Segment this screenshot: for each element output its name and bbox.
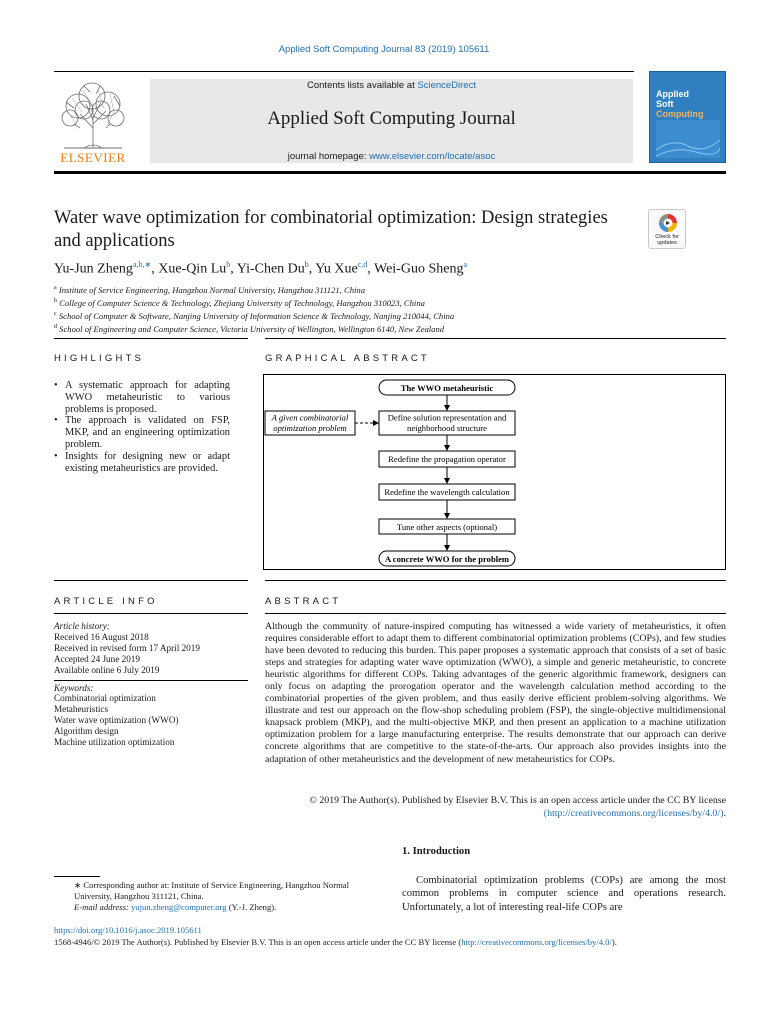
wwo-metaheuristic-label: The WWO metaheuristic bbox=[400, 383, 494, 393]
journal-cover-image[interactable] bbox=[649, 71, 726, 163]
contents-prefix: Contents lists available at bbox=[307, 80, 418, 91]
copyright-line bbox=[54, 937, 754, 947]
email-suffix: (Y.-J. Zheng). bbox=[226, 902, 277, 913]
affiliation-text: College of Computer Science & Technology, Zhejiang University of Technology, Hangzhou 310023, China bbox=[59, 297, 425, 308]
keyword-item[interactable]: Metaheuristics bbox=[54, 704, 109, 715]
keyword-list bbox=[54, 693, 248, 748]
affiliation-item bbox=[54, 309, 726, 322]
article-info-top-rule bbox=[54, 580, 248, 581]
affiliation-text: Institute of Service Engineering, Hangzhou Normal University, Hangzhou 311121, China bbox=[58, 284, 365, 295]
license-link[interactable]: (http://creativecommons.org/licenses/by/4.0/) bbox=[543, 807, 724, 819]
affiliation-text: School of Computer & Software, Nanjing University of Information Science & Technology, Nanjing 210044, China bbox=[58, 310, 455, 321]
affiliation-item bbox=[54, 296, 726, 309]
author-affiliation-marker[interactable]: c,d bbox=[357, 260, 368, 269]
author-separator: , bbox=[308, 261, 316, 277]
highlight-item: • A systematic approach for adapting WWO metaheuristic to various problems is proposed. bbox=[54, 380, 230, 415]
corresponding-author-footnote bbox=[54, 880, 384, 914]
affiliation-marker: b bbox=[54, 297, 57, 304]
journal-homepage-link[interactable]: www.elsevier.com/locate/asoc bbox=[369, 151, 496, 162]
abstract-top-rule bbox=[265, 580, 726, 581]
contents-line bbox=[150, 80, 633, 91]
keyword-item[interactable]: Water wave optimization (WWO) bbox=[54, 715, 179, 726]
author-name[interactable]: Xue-Qin Lu bbox=[158, 261, 227, 277]
cover-title-line2: Soft bbox=[656, 99, 674, 109]
article-info-heading: ARTICLE INFO bbox=[54, 596, 158, 607]
keyword-item[interactable]: Machine utilization optimization bbox=[54, 737, 175, 748]
article-title: Water wave optimization for combinatorial optimization: Design strategies and applications bbox=[54, 208, 608, 251]
homepage-prefix: journal homepage: bbox=[287, 151, 370, 162]
abstract-text: Although the community of nature-inspired computing has witnessed a wide variety of metaheuristics, it often requires considerable effort to adapt them to different combinatorial optimization problems (COPs), and few studies have been devoted to reducing this burden. This paper proposes a systematic approach that consists of a set of basic steps and strategies for adapting water wave optimization (WWO), a simple and generic metaheuristic, to concrete heuristic algorithms for different COPs. Taking advantages of the generic algorithmic framework, designers can only focus on adapting the prorogation operator and the wavelength calculation method according to the combinatorial properties of the given problem, and thus easily derive efficient problem-solving algorithms. We illustrate and test our approach on the flow-shop scheduling problem (FSP), the single-objective multidimensional knapsack problem (MKP), and the multi-objective MKP, and then present an application to a machine utilization optimization problem for a large manufacturing enterprise. The results demonstrate that our approach can derive concrete algorithms that are competitive to the state-of-the-arts. Our approach also provides insights into the adaptation of other metaheuristics and the development of new metaheuristics for COPs. bbox=[265, 621, 726, 765]
sciencedirect-link[interactable]: ScienceDirect bbox=[417, 80, 476, 91]
cover-graphic bbox=[656, 120, 720, 158]
affiliation-marker: d bbox=[54, 323, 57, 330]
license-end: . bbox=[723, 807, 726, 819]
author-name[interactable]: Yu Xue bbox=[315, 261, 358, 277]
footnote-marker: ∗ bbox=[74, 880, 82, 890]
author-name[interactable]: Yu-Jun Zheng bbox=[54, 261, 133, 277]
history-item: Received in revised form 17 April 2019 bbox=[54, 642, 200, 653]
elsevier-wordmark: ELSEVIER bbox=[60, 150, 126, 165]
keyword-item[interactable]: Combinatorial optimization bbox=[54, 693, 156, 704]
cover-title bbox=[656, 89, 724, 119]
highlights-heading: HIGHLIGHTS bbox=[54, 353, 145, 364]
cover-title-line3: Computing bbox=[656, 109, 704, 119]
introduction-text: Combinatorial optimization problems (COPs) are among the most common problems in computer science and operations research. Unfortunately, a lot of interesting real-life COPs are bbox=[402, 875, 726, 913]
author-affiliation-marker[interactable]: a bbox=[463, 260, 468, 269]
input-problem-line2: optimization problem bbox=[273, 423, 347, 433]
copyright-prefix: 1568-4946/© 2019 The Author(s). Published by Elsevier B.V. This is an open access article under the CC BY license ( bbox=[54, 937, 462, 947]
highlight-item: • Insights for designing new or adapt existing metaheuristics are provided. bbox=[54, 451, 230, 475]
header-bottom-rule bbox=[54, 171, 726, 174]
affiliation-item bbox=[54, 283, 726, 296]
article-info bbox=[54, 621, 248, 748]
history-item: Available online 6 July 2019 bbox=[54, 664, 160, 675]
check-for-updates-button[interactable] bbox=[648, 209, 686, 249]
author-affiliation-marker[interactable]: b bbox=[304, 260, 309, 269]
introduction-heading: 1. Introduction bbox=[402, 846, 471, 857]
footnote-rule bbox=[54, 876, 100, 877]
author-separator: , bbox=[367, 261, 374, 277]
workflow-diagram bbox=[264, 375, 725, 569]
history-item: Accepted 24 June 2019 bbox=[54, 653, 140, 664]
author-affiliation-marker[interactable]: a,b,∗ bbox=[132, 260, 152, 269]
email-label: E-mail address: bbox=[74, 902, 131, 913]
author-email-link[interactable]: yujun.zheng@computer.org bbox=[130, 902, 227, 913]
affiliation-text: School of Engineering and Computer Science, Victoria University of Wellington, Wellington 6140, New Zealand bbox=[59, 323, 445, 334]
author-separator: , bbox=[151, 261, 159, 277]
keywords-rule bbox=[54, 680, 248, 681]
author-name[interactable]: Wei-Guo Sheng bbox=[373, 261, 464, 277]
step-redefine-wavelength-label: Redefine the wavelength calculation bbox=[384, 487, 510, 497]
check-for-updates-label: Check for updates bbox=[655, 234, 679, 246]
step-tune-aspects-label: Tune other aspects (optional) bbox=[396, 522, 498, 532]
homepage-line bbox=[150, 151, 633, 162]
doi-link[interactable]: https://doi.org/10.1016/j.asoc.2019.105611 bbox=[54, 925, 202, 935]
step-define-solution-line2: neighborhood structure bbox=[407, 423, 487, 433]
keywords-label: Keywords: bbox=[54, 682, 94, 693]
graphical-abstract-top-rule bbox=[265, 338, 726, 339]
check-for-updates-icon bbox=[658, 213, 678, 235]
input-problem-line1: A given combinatorial bbox=[271, 412, 349, 423]
graphical-abstract-heading: GRAPHICAL ABSTRACT bbox=[265, 353, 430, 364]
author-affiliation-marker[interactable]: b bbox=[226, 260, 231, 269]
license-text: © 2019 The Author(s). Published by Elsevier B.V. This is an open access article under the CC BY license bbox=[309, 795, 726, 806]
author-list bbox=[54, 260, 726, 278]
journal-reference[interactable]: Applied Soft Computing Journal 83 (2019) 105611 bbox=[278, 44, 490, 55]
keyword-item[interactable]: Algorithm design bbox=[54, 726, 119, 737]
highlights-list bbox=[54, 380, 230, 474]
cover-title-line1: Applied bbox=[656, 89, 689, 99]
affiliation-marker: c bbox=[54, 310, 57, 317]
author-separator: , bbox=[230, 261, 237, 277]
affiliation-list bbox=[54, 283, 726, 334]
copyright-license-link[interactable]: http://creativecommons.org/licenses/by/4.0/ bbox=[461, 937, 612, 947]
highlights-top-rule bbox=[54, 338, 248, 339]
author-name[interactable]: Yi-Chen Du bbox=[236, 261, 305, 277]
history-item: Received 16 August 2018 bbox=[54, 631, 149, 642]
graphical-abstract-figure bbox=[263, 374, 726, 570]
article-history-list bbox=[54, 632, 248, 676]
highlight-item: • The approach is validated on FSP, MKP, and an engineering optimization problem. bbox=[54, 415, 230, 450]
affiliation-item bbox=[54, 322, 726, 335]
copyright-suffix: ). bbox=[611, 937, 617, 947]
concrete-wwo-label: A concrete WWO for the problem bbox=[384, 554, 510, 564]
article-info-heading-rule bbox=[54, 613, 248, 614]
abstract-heading-rule bbox=[265, 613, 726, 614]
affiliation-marker: a bbox=[54, 285, 57, 291]
footnote-text: Corresponding author at: Institute of Service Engineering, Hangzhou Normal University, Hangzhou 311121, China. bbox=[74, 880, 349, 902]
abstract-heading: ABSTRACT bbox=[265, 596, 342, 607]
article-history-label: Article history: bbox=[54, 621, 110, 631]
abstract-license bbox=[265, 795, 726, 820]
journal-title: Applied Soft Computing Journal bbox=[267, 108, 516, 129]
header-top-rule bbox=[54, 71, 634, 72]
step-define-solution-line1: Define solution representation and bbox=[387, 412, 507, 423]
step-redefine-propagation-label: Redefine the propagation operator bbox=[388, 454, 506, 464]
